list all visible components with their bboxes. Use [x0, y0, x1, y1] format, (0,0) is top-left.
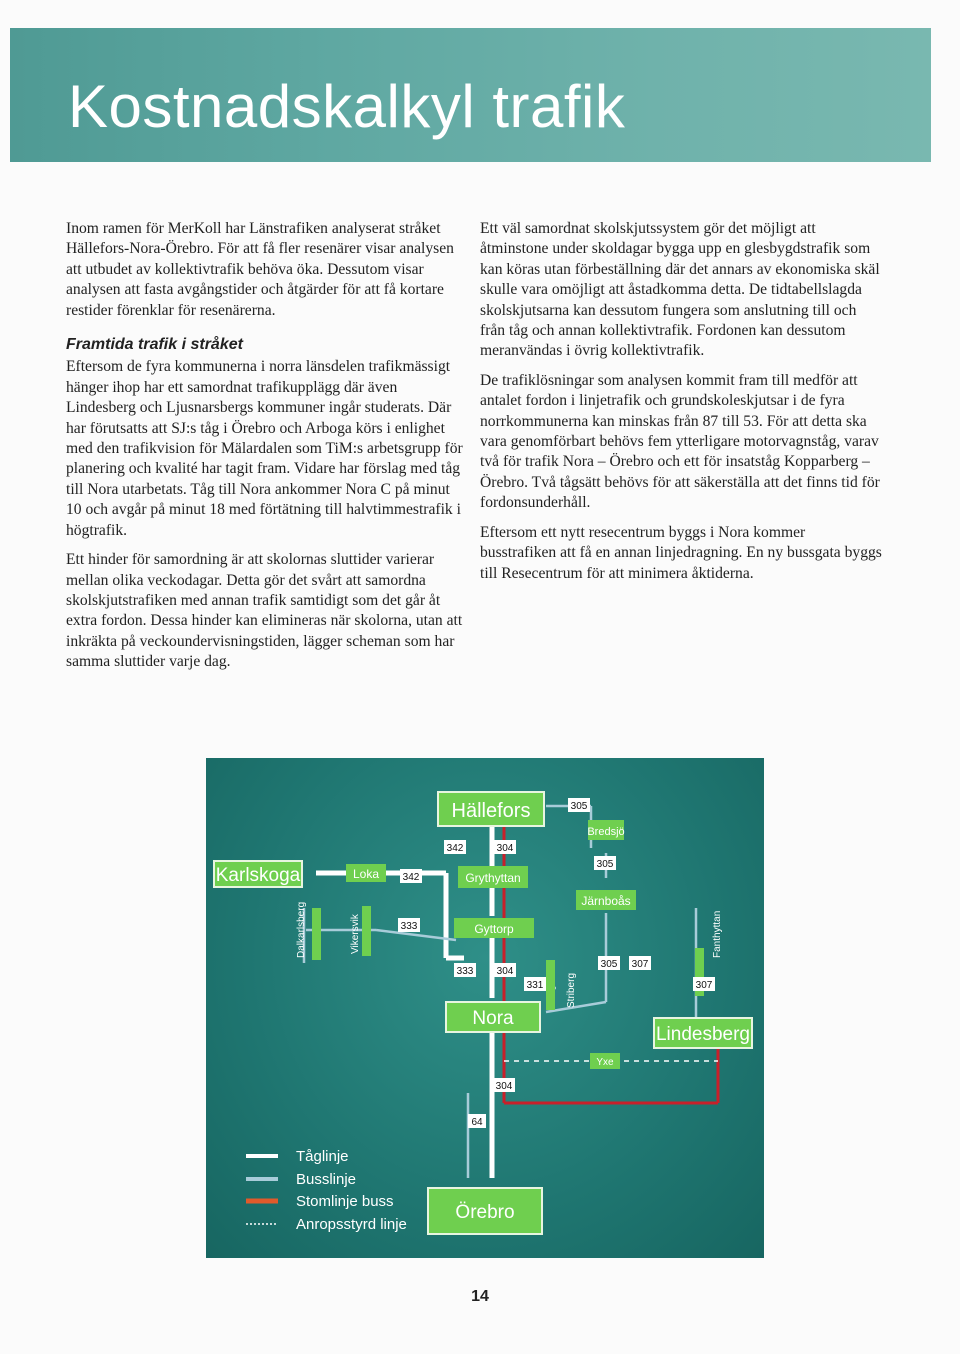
route-map-svg [206, 758, 764, 1258]
label-yxe: Yxe [596, 1057, 614, 1068]
legend-label: Stomlinje buss [296, 1193, 394, 1210]
label-hallefors: Hällefors [451, 800, 531, 822]
route-label: 64 [471, 1117, 483, 1128]
section-heading: Framtida trafik i stråket [66, 336, 243, 354]
page-number: 14 [471, 1288, 489, 1305]
label-loka: Loka [352, 867, 380, 881]
label-nora: Nora [472, 1008, 514, 1029]
label-dalkarlsberg: Dalkarlsberg [296, 901, 307, 958]
route-label: 305 [596, 859, 614, 870]
node-nora [446, 1002, 540, 1032]
route-label: 342 [402, 872, 420, 883]
map-legend [246, 1148, 407, 1233]
route-label: 307 [631, 959, 649, 970]
route-label: 305 [600, 959, 618, 970]
route-label: 307 [695, 980, 713, 991]
node-orebro [428, 1188, 542, 1234]
body-paragraph: Ett hinder för samordning är att skolornas sluttider varierar mellan olika veckodagar. Detta gör det svårt att samordna skolskjutstrafiken med annan trafik samtidigt som det går åt extra fordon. Dessa hinder kan elimineras när skolorna, utan att inkräkta på veckoundervisningstiden, lägger scheman som har samma sluttider varje dag. [66, 551, 463, 671]
node-hallefors [438, 792, 544, 826]
route-map [206, 758, 764, 1258]
label-jarnboas: Järnboås [581, 894, 631, 908]
bus-line [304, 806, 696, 1178]
label-striberg: Striberg [566, 972, 577, 1008]
node-gyttorp [454, 918, 534, 938]
body-paragraph: Ett väl samordnat skolskjutssystem gör det möjligt att åtminstone under skoldagar bygga upp en glesbygdstrafik som kan köras utan förbeställning där det annars av ekonomiska skäl skulle vara omöjligt att åstadkomma detta. De tidtabellslagda skolskjutsarna kan dessutom fungera som anslutning till och från tåg och annan kollektivtrafik. Fordonen kan dessutom meranvändas i övrig kollektivtrafik. [480, 220, 880, 360]
page-title: Kostnadskalkyl trafik [68, 73, 626, 140]
label-orebro: Örebro [455, 1202, 515, 1223]
legend-label: Busslinje [296, 1171, 357, 1188]
label-karlskoga: Karlskoga [215, 865, 301, 886]
body-paragraph: Eftersom ett nytt resecentrum byggs i Nora kommer busstrafiken att få en annan linjedragning. En ny bussgata byggs till Resecentrum för att minimera åktiderna. [480, 523, 882, 582]
body-paragraph: Eftersom de fyra kommunerna i norra länsdelen trafikmässigt hänger ihop har ett samordnat trafikupplägg där även Lindesberg och Ljusnarsbergs kommuner ingår studerats. Där har förutsatts att SJ:s tåg i Örebro och Arboga körs i enlighet med den trafikvision för Mälardalen som TiM:s arbetsgrupp för planering och kvalité har tagit fram. Vidare har förslag med tåg till Nora utarbetats. Tåg till Nora ankommer Nora C på minut 10 och avgår på minut 18 med förtätning till halvtimmestrafik i högtrafik. [66, 358, 463, 539]
node-lindesberg [654, 1018, 752, 1048]
route-label: 304 [495, 1081, 513, 1092]
node-karlskoga [214, 861, 302, 887]
route-label: 333 [400, 921, 418, 932]
label-fanthyttan: Fanthyttan [712, 910, 723, 958]
route-label: 331 [526, 980, 544, 991]
label-gyttorp: Gyttorp [474, 922, 514, 936]
node-bredsjo [587, 820, 624, 840]
label-bredsjo: Bredsjö [587, 826, 625, 838]
route-label: 342 [446, 843, 464, 854]
node-yxe [590, 1053, 620, 1069]
node-loka [346, 864, 386, 882]
legend-label: Tåglinje [296, 1148, 349, 1165]
route-labels [398, 798, 715, 1128]
legend-label: Anropsstyrd linje [296, 1216, 407, 1233]
node-jarnboas [576, 890, 636, 910]
label-grythyttan: Grythyttan [465, 871, 521, 885]
left-column [66, 219, 464, 682]
body-paragraph: De trafiklösningar som analysen kommit fram till medför att antalet fordon i linjetrafik och grundskoleskjutsar i de fyra norrkommunerna kan minskas från 87 till 53. För att detta ska vara genomförbart behövs fem ytterligare motorvagnståg, varav två för trafik Nora – Örebro och ett för insatståg Kopparberg – Örebro. Två tågsätt behövs för att säkerställa att det finns tid för fordonsunderhåll. [480, 371, 880, 512]
route-label: 333 [456, 966, 474, 977]
route-label: 305 [570, 801, 588, 812]
label-lindesberg: Lindesberg [655, 1024, 751, 1045]
intro-paragraph: Inom ramen för MerKoll har Länstrafiken analyserat stråket Hällefors-Nora-Örebro. För att få fler resenärer visar analysen att utbudet av kollektivtrafik behöva öka. Dessutom visar analysen att fasta avgångstider och åtgärder för att få kortare restider förenklar för resenärerna. [66, 220, 454, 319]
route-label: 304 [496, 843, 514, 854]
label-vikersvik: Vikersvik [350, 914, 361, 954]
route-label: 304 [496, 966, 514, 977]
node-grythyttan [458, 866, 528, 888]
right-column [480, 219, 882, 593]
